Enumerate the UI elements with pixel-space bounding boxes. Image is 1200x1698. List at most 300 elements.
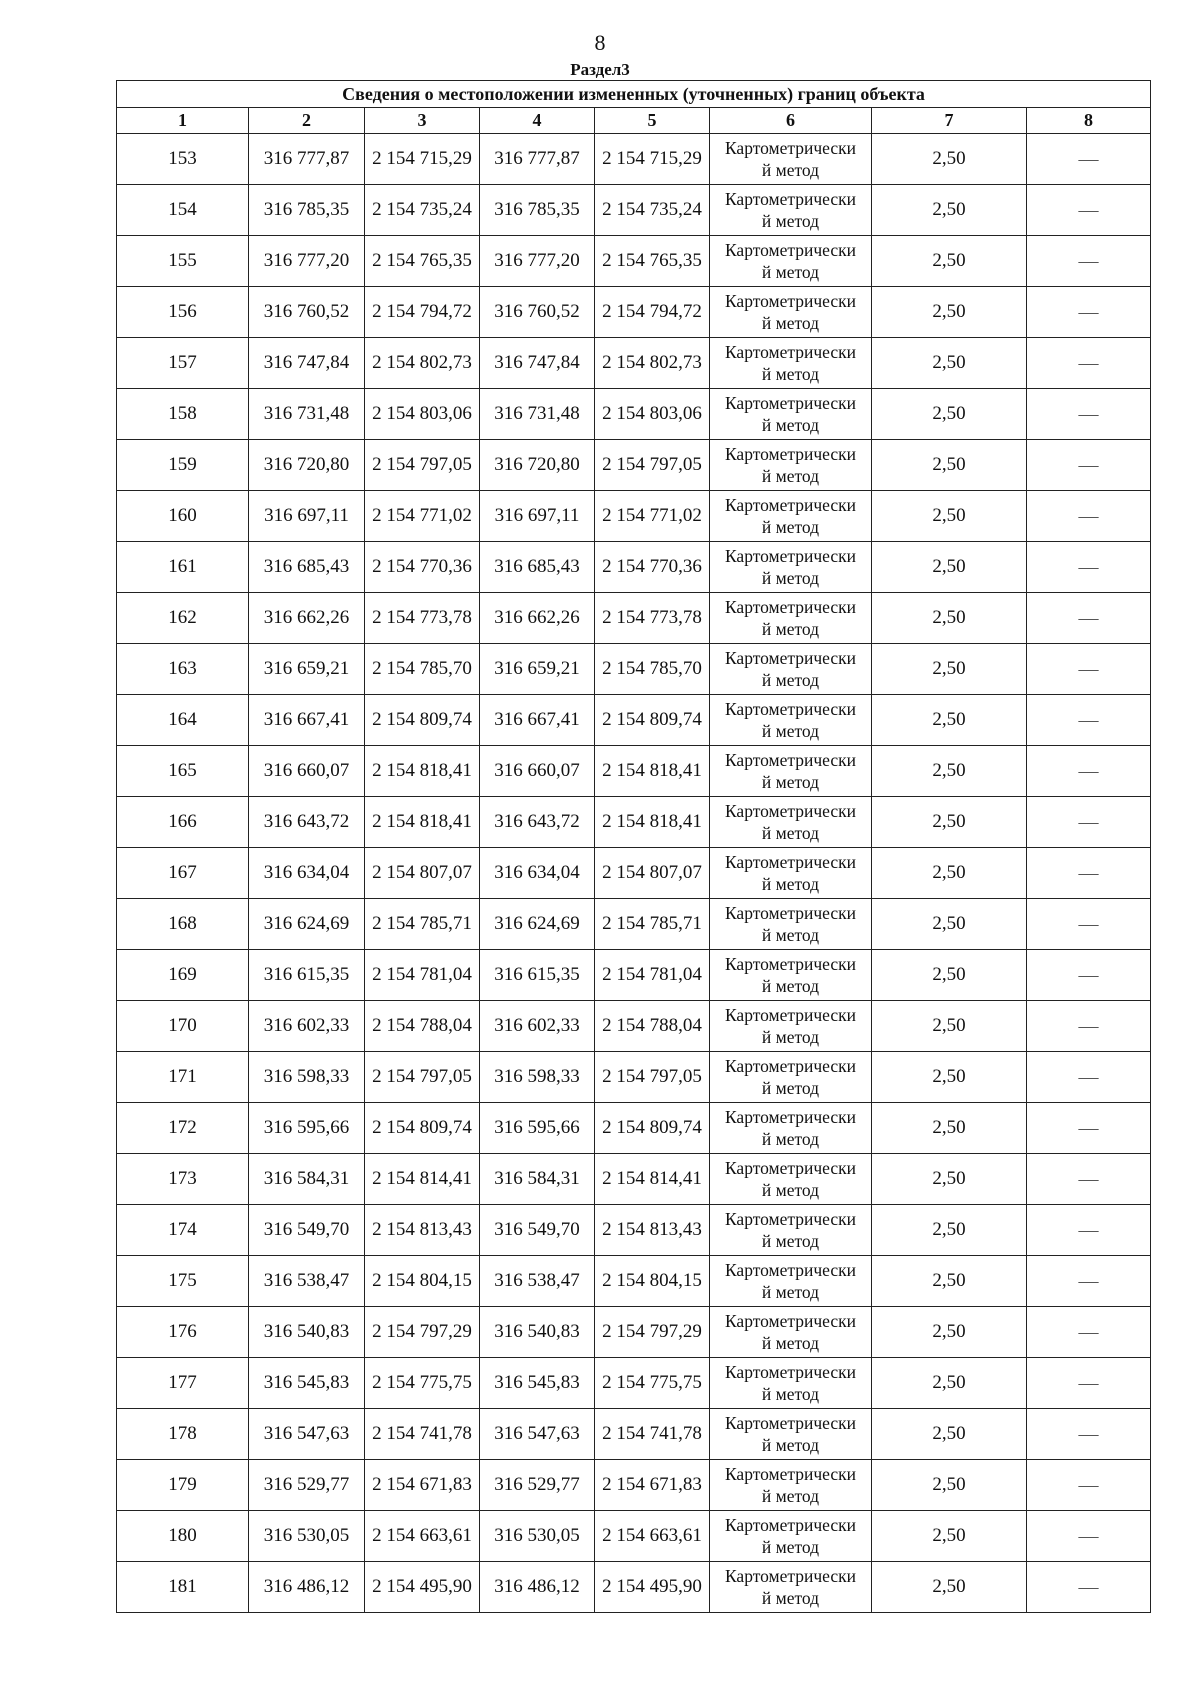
refined-x: 316 785,35 [480, 185, 595, 236]
existing-x: 316 731,48 [249, 389, 365, 440]
empty-value-dash: — [1027, 1205, 1151, 1256]
point-number: 159 [117, 440, 249, 491]
method-line: й метод [761, 1333, 820, 1353]
method-line: й метод [761, 1231, 820, 1251]
table-row [117, 440, 1151, 491]
empty-value-dash: — [1027, 1001, 1151, 1052]
method-line: Картометрически [724, 648, 857, 668]
table-row [117, 593, 1151, 644]
accuracy: 2,50 [872, 287, 1027, 338]
existing-y: 2 154 785,71 [365, 899, 480, 950]
existing-x: 316 697,11 [249, 491, 365, 542]
refined-x: 316 595,66 [480, 1103, 595, 1154]
refined-y: 2 154 735,24 [595, 185, 710, 236]
empty-value-dash: — [1027, 848, 1151, 899]
method-line: й метод [761, 772, 820, 792]
refined-x: 316 545,83 [480, 1358, 595, 1409]
existing-x: 316 549,70 [249, 1205, 365, 1256]
method-line: Картометрически [724, 189, 857, 209]
point-number: 164 [117, 695, 249, 746]
empty-value-dash: — [1027, 185, 1151, 236]
existing-y: 2 154 797,29 [365, 1307, 480, 1358]
refined-x: 316 602,33 [480, 1001, 595, 1052]
accuracy: 2,50 [872, 950, 1027, 1001]
existing-y: 2 154 802,73 [365, 338, 480, 389]
method-line: Картометрически [724, 954, 857, 974]
existing-y: 2 154 773,78 [365, 593, 480, 644]
determination-method [710, 542, 872, 593]
empty-value-dash: — [1027, 440, 1151, 491]
refined-y: 2 154 495,90 [595, 1562, 710, 1613]
column-number: 2 [249, 108, 365, 134]
existing-x: 316 777,20 [249, 236, 365, 287]
refined-y: 2 154 785,70 [595, 644, 710, 695]
existing-y: 2 154 813,43 [365, 1205, 480, 1256]
point-number: 169 [117, 950, 249, 1001]
determination-method [710, 1460, 872, 1511]
accuracy: 2,50 [872, 644, 1027, 695]
method-line: й метод [761, 1078, 820, 1098]
method-line: Картометрически [724, 1362, 857, 1382]
method-line: Картометрически [724, 1107, 857, 1127]
method-line: й метод [761, 1435, 820, 1455]
determination-method [710, 287, 872, 338]
determination-method [710, 338, 872, 389]
method-line: й метод [761, 160, 820, 180]
refined-y: 2 154 803,06 [595, 389, 710, 440]
method-line: й метод [761, 874, 820, 894]
method-line: Картометрически [724, 393, 857, 413]
existing-x: 316 747,84 [249, 338, 365, 389]
method-line: й метод [761, 364, 820, 384]
refined-y: 2 154 663,61 [595, 1511, 710, 1562]
existing-x: 316 486,12 [249, 1562, 365, 1613]
existing-x: 316 595,66 [249, 1103, 365, 1154]
empty-value-dash: — [1027, 644, 1151, 695]
table-row [117, 746, 1151, 797]
determination-method [710, 491, 872, 542]
point-number: 181 [117, 1562, 249, 1613]
refined-x: 316 615,35 [480, 950, 595, 1001]
table-row [117, 1307, 1151, 1358]
accuracy: 2,50 [872, 1307, 1027, 1358]
refined-x: 316 659,21 [480, 644, 595, 695]
method-line: й метод [761, 262, 820, 282]
refined-x: 316 777,87 [480, 134, 595, 185]
existing-x: 316 615,35 [249, 950, 365, 1001]
accuracy: 2,50 [872, 1358, 1027, 1409]
refined-y: 2 154 807,07 [595, 848, 710, 899]
determination-method [710, 593, 872, 644]
existing-y: 2 154 715,29 [365, 134, 480, 185]
refined-x: 316 697,11 [480, 491, 595, 542]
table-row [117, 1154, 1151, 1205]
existing-x: 316 785,35 [249, 185, 365, 236]
table-row [117, 797, 1151, 848]
refined-y: 2 154 804,15 [595, 1256, 710, 1307]
empty-value-dash: — [1027, 1307, 1151, 1358]
method-line: Картометрически [724, 495, 857, 515]
point-number: 161 [117, 542, 249, 593]
determination-method [710, 134, 872, 185]
existing-x: 316 547,63 [249, 1409, 365, 1460]
table-row [117, 542, 1151, 593]
refined-y: 2 154 818,41 [595, 746, 710, 797]
refined-y: 2 154 765,35 [595, 236, 710, 287]
existing-y: 2 154 814,41 [365, 1154, 480, 1205]
refined-x: 316 660,07 [480, 746, 595, 797]
refined-x: 316 634,04 [480, 848, 595, 899]
existing-y: 2 154 797,05 [365, 1052, 480, 1103]
determination-method [710, 440, 872, 491]
method-line: Картометрически [724, 1209, 857, 1229]
empty-value-dash: — [1027, 695, 1151, 746]
table-row [117, 1052, 1151, 1103]
method-line: Картометрически [724, 291, 857, 311]
refined-y: 2 154 809,74 [595, 695, 710, 746]
column-number-row [117, 108, 1151, 134]
refined-x: 316 598,33 [480, 1052, 595, 1103]
existing-x: 316 529,77 [249, 1460, 365, 1511]
determination-method [710, 1256, 872, 1307]
determination-method [710, 1205, 872, 1256]
accuracy: 2,50 [872, 1205, 1027, 1256]
accuracy: 2,50 [872, 236, 1027, 287]
method-line: й метод [761, 1180, 820, 1200]
point-number: 180 [117, 1511, 249, 1562]
table-row [117, 899, 1151, 950]
point-number: 171 [117, 1052, 249, 1103]
determination-method [710, 746, 872, 797]
table-row [117, 695, 1151, 746]
point-number: 179 [117, 1460, 249, 1511]
point-number: 166 [117, 797, 249, 848]
accuracy: 2,50 [872, 593, 1027, 644]
page-number: 8 [594, 30, 606, 55]
empty-value-dash: — [1027, 1511, 1151, 1562]
empty-value-dash: — [1027, 491, 1151, 542]
accuracy: 2,50 [872, 899, 1027, 950]
existing-y: 2 154 663,61 [365, 1511, 480, 1562]
existing-y: 2 154 771,02 [365, 491, 480, 542]
accuracy: 2,50 [872, 134, 1027, 185]
empty-value-dash: — [1027, 134, 1151, 185]
determination-method [710, 185, 872, 236]
empty-value-dash: — [1027, 797, 1151, 848]
column-number: 6 [710, 108, 872, 134]
point-number: 168 [117, 899, 249, 950]
point-number: 172 [117, 1103, 249, 1154]
empty-value-dash: — [1027, 1103, 1151, 1154]
refined-x: 316 731,48 [480, 389, 595, 440]
refined-x: 316 584,31 [480, 1154, 595, 1205]
method-line: Картометрически [724, 903, 857, 923]
existing-y: 2 154 803,06 [365, 389, 480, 440]
refined-x: 316 747,84 [480, 338, 595, 389]
table-row [117, 1562, 1151, 1613]
method-line: й метод [761, 1384, 820, 1404]
accuracy: 2,50 [872, 1052, 1027, 1103]
determination-method [710, 1511, 872, 1562]
existing-y: 2 154 788,04 [365, 1001, 480, 1052]
existing-y: 2 154 765,35 [365, 236, 480, 287]
method-line: Картометрически [724, 1158, 857, 1178]
method-line: Картометрически [724, 1515, 857, 1535]
table-caption: Сведения о местоположении измененных (уточненных) границ объекта [117, 81, 1151, 108]
refined-x: 316 538,47 [480, 1256, 595, 1307]
refined-x: 316 760,52 [480, 287, 595, 338]
column-number: 8 [1027, 108, 1151, 134]
method-line: й метод [761, 721, 820, 741]
refined-y: 2 154 773,78 [595, 593, 710, 644]
accuracy: 2,50 [872, 542, 1027, 593]
table-row [117, 1358, 1151, 1409]
existing-x: 316 540,83 [249, 1307, 365, 1358]
empty-value-dash: — [1027, 746, 1151, 797]
refined-x: 316 643,72 [480, 797, 595, 848]
method-line: й метод [761, 619, 820, 639]
existing-y: 2 154 785,70 [365, 644, 480, 695]
refined-y: 2 154 813,43 [595, 1205, 710, 1256]
point-number: 177 [117, 1358, 249, 1409]
method-line: Картометрически [724, 699, 857, 719]
method-line: Картометрически [724, 801, 857, 821]
table-row [117, 848, 1151, 899]
table-row [117, 287, 1151, 338]
method-line: Картометрически [724, 240, 857, 260]
existing-x: 316 643,72 [249, 797, 365, 848]
column-number: 1 [117, 108, 249, 134]
table-body [117, 134, 1151, 1613]
existing-x: 316 584,31 [249, 1154, 365, 1205]
method-line: й метод [761, 1129, 820, 1149]
method-line: Картометрически [724, 1260, 857, 1280]
existing-y: 2 154 781,04 [365, 950, 480, 1001]
determination-method [710, 1562, 872, 1613]
table-row [117, 1001, 1151, 1052]
empty-value-dash: — [1027, 542, 1151, 593]
column-number: 3 [365, 108, 480, 134]
refined-y: 2 154 797,05 [595, 440, 710, 491]
method-line: й метод [761, 1537, 820, 1557]
refined-y: 2 154 794,72 [595, 287, 710, 338]
existing-y: 2 154 495,90 [365, 1562, 480, 1613]
point-number: 165 [117, 746, 249, 797]
refined-x: 316 529,77 [480, 1460, 595, 1511]
refined-y: 2 154 785,71 [595, 899, 710, 950]
refined-y: 2 154 770,36 [595, 542, 710, 593]
accuracy: 2,50 [872, 491, 1027, 542]
refined-y: 2 154 814,41 [595, 1154, 710, 1205]
method-line: Картометрически [724, 1566, 857, 1586]
point-number: 158 [117, 389, 249, 440]
point-number: 156 [117, 287, 249, 338]
accuracy: 2,50 [872, 185, 1027, 236]
determination-method [710, 950, 872, 1001]
existing-x: 316 598,33 [249, 1052, 365, 1103]
existing-x: 316 624,69 [249, 899, 365, 950]
determination-method [710, 644, 872, 695]
refined-x: 316 624,69 [480, 899, 595, 950]
existing-y: 2 154 794,72 [365, 287, 480, 338]
existing-x: 316 545,83 [249, 1358, 365, 1409]
refined-x: 316 777,20 [480, 236, 595, 287]
refined-y: 2 154 741,78 [595, 1409, 710, 1460]
point-number: 157 [117, 338, 249, 389]
accuracy: 2,50 [872, 1511, 1027, 1562]
refined-x: 316 667,41 [480, 695, 595, 746]
existing-x: 316 760,52 [249, 287, 365, 338]
accuracy: 2,50 [872, 848, 1027, 899]
point-number: 160 [117, 491, 249, 542]
accuracy: 2,50 [872, 1562, 1027, 1613]
method-line: Картометрически [724, 1056, 857, 1076]
determination-method [710, 1358, 872, 1409]
table-row [117, 491, 1151, 542]
existing-y: 2 154 807,07 [365, 848, 480, 899]
point-number: 155 [117, 236, 249, 287]
method-line: Картометрически [724, 750, 857, 770]
accuracy: 2,50 [872, 1154, 1027, 1205]
determination-method [710, 1103, 872, 1154]
refined-y: 2 154 802,73 [595, 338, 710, 389]
table-row [117, 1511, 1151, 1562]
existing-y: 2 154 818,41 [365, 797, 480, 848]
refined-y: 2 154 818,41 [595, 797, 710, 848]
point-number: 178 [117, 1409, 249, 1460]
point-number: 163 [117, 644, 249, 695]
point-number: 170 [117, 1001, 249, 1052]
accuracy: 2,50 [872, 389, 1027, 440]
refined-x: 316 547,63 [480, 1409, 595, 1460]
refined-y: 2 154 788,04 [595, 1001, 710, 1052]
method-line: Картометрически [724, 138, 857, 158]
determination-method [710, 1154, 872, 1205]
refined-x: 316 549,70 [480, 1205, 595, 1256]
empty-value-dash: — [1027, 1256, 1151, 1307]
table-row [117, 950, 1151, 1001]
accuracy: 2,50 [872, 746, 1027, 797]
table-row [117, 389, 1151, 440]
method-line: й метод [761, 211, 820, 231]
empty-value-dash: — [1027, 338, 1151, 389]
point-number: 167 [117, 848, 249, 899]
empty-value-dash: — [1027, 1154, 1151, 1205]
refined-y: 2 154 771,02 [595, 491, 710, 542]
existing-y: 2 154 741,78 [365, 1409, 480, 1460]
determination-method [710, 1307, 872, 1358]
empty-value-dash: — [1027, 236, 1151, 287]
refined-y: 2 154 715,29 [595, 134, 710, 185]
refined-x: 316 540,83 [480, 1307, 595, 1358]
empty-value-dash: — [1027, 1562, 1151, 1613]
determination-method [710, 899, 872, 950]
existing-y: 2 154 809,74 [365, 695, 480, 746]
refined-y: 2 154 797,29 [595, 1307, 710, 1358]
point-number: 154 [117, 185, 249, 236]
method-line: й метод [761, 670, 820, 690]
existing-x: 316 685,43 [249, 542, 365, 593]
existing-y: 2 154 735,24 [365, 185, 480, 236]
method-line: й метод [761, 466, 820, 486]
method-line: Картометрически [724, 1311, 857, 1331]
empty-value-dash: — [1027, 1460, 1151, 1511]
determination-method [710, 236, 872, 287]
existing-x: 316 659,21 [249, 644, 365, 695]
table-row [117, 644, 1151, 695]
table-row [117, 236, 1151, 287]
method-line: й метод [761, 1486, 820, 1506]
existing-x: 316 662,26 [249, 593, 365, 644]
method-line: Картометрически [724, 1413, 857, 1433]
refined-x: 316 486,12 [480, 1562, 595, 1613]
accuracy: 2,50 [872, 695, 1027, 746]
accuracy: 2,50 [872, 1409, 1027, 1460]
point-number: 175 [117, 1256, 249, 1307]
method-line: й метод [761, 976, 820, 996]
accuracy: 2,50 [872, 797, 1027, 848]
existing-x: 316 777,87 [249, 134, 365, 185]
existing-x: 316 538,47 [249, 1256, 365, 1307]
determination-method [710, 389, 872, 440]
determination-method [710, 695, 872, 746]
existing-y: 2 154 770,36 [365, 542, 480, 593]
refined-x: 316 530,05 [480, 1511, 595, 1562]
empty-value-dash: — [1027, 593, 1151, 644]
refined-y: 2 154 809,74 [595, 1103, 710, 1154]
accuracy: 2,50 [872, 1103, 1027, 1154]
table-row [117, 1256, 1151, 1307]
table-row [117, 1460, 1151, 1511]
existing-x: 316 530,05 [249, 1511, 365, 1562]
empty-value-dash: — [1027, 950, 1151, 1001]
method-line: й метод [761, 517, 820, 537]
method-line: й метод [761, 1027, 820, 1047]
column-number: 4 [480, 108, 595, 134]
empty-value-dash: — [1027, 287, 1151, 338]
table-row [117, 185, 1151, 236]
empty-value-dash: — [1027, 1409, 1151, 1460]
accuracy: 2,50 [872, 1256, 1027, 1307]
method-line: й метод [761, 823, 820, 843]
determination-method [710, 797, 872, 848]
accuracy: 2,50 [872, 1460, 1027, 1511]
existing-x: 316 667,41 [249, 695, 365, 746]
existing-x: 316 602,33 [249, 1001, 365, 1052]
existing-x: 316 634,04 [249, 848, 365, 899]
refined-y: 2 154 781,04 [595, 950, 710, 1001]
refined-x: 316 685,43 [480, 542, 595, 593]
point-number: 174 [117, 1205, 249, 1256]
table-row [117, 134, 1151, 185]
method-line: й метод [761, 415, 820, 435]
accuracy: 2,50 [872, 440, 1027, 491]
method-line: Картометрически [724, 852, 857, 872]
empty-value-dash: — [1027, 1052, 1151, 1103]
table-row [117, 1409, 1151, 1460]
table-row [117, 1103, 1151, 1154]
determination-method [710, 1409, 872, 1460]
existing-y: 2 154 818,41 [365, 746, 480, 797]
point-number: 173 [117, 1154, 249, 1205]
existing-y: 2 154 775,75 [365, 1358, 480, 1409]
method-line: Картометрически [724, 1464, 857, 1484]
refined-x: 316 720,80 [480, 440, 595, 491]
refined-y: 2 154 797,05 [595, 1052, 710, 1103]
method-line: Картометрически [724, 444, 857, 464]
method-line: Картометрически [724, 342, 857, 362]
empty-value-dash: — [1027, 899, 1151, 950]
